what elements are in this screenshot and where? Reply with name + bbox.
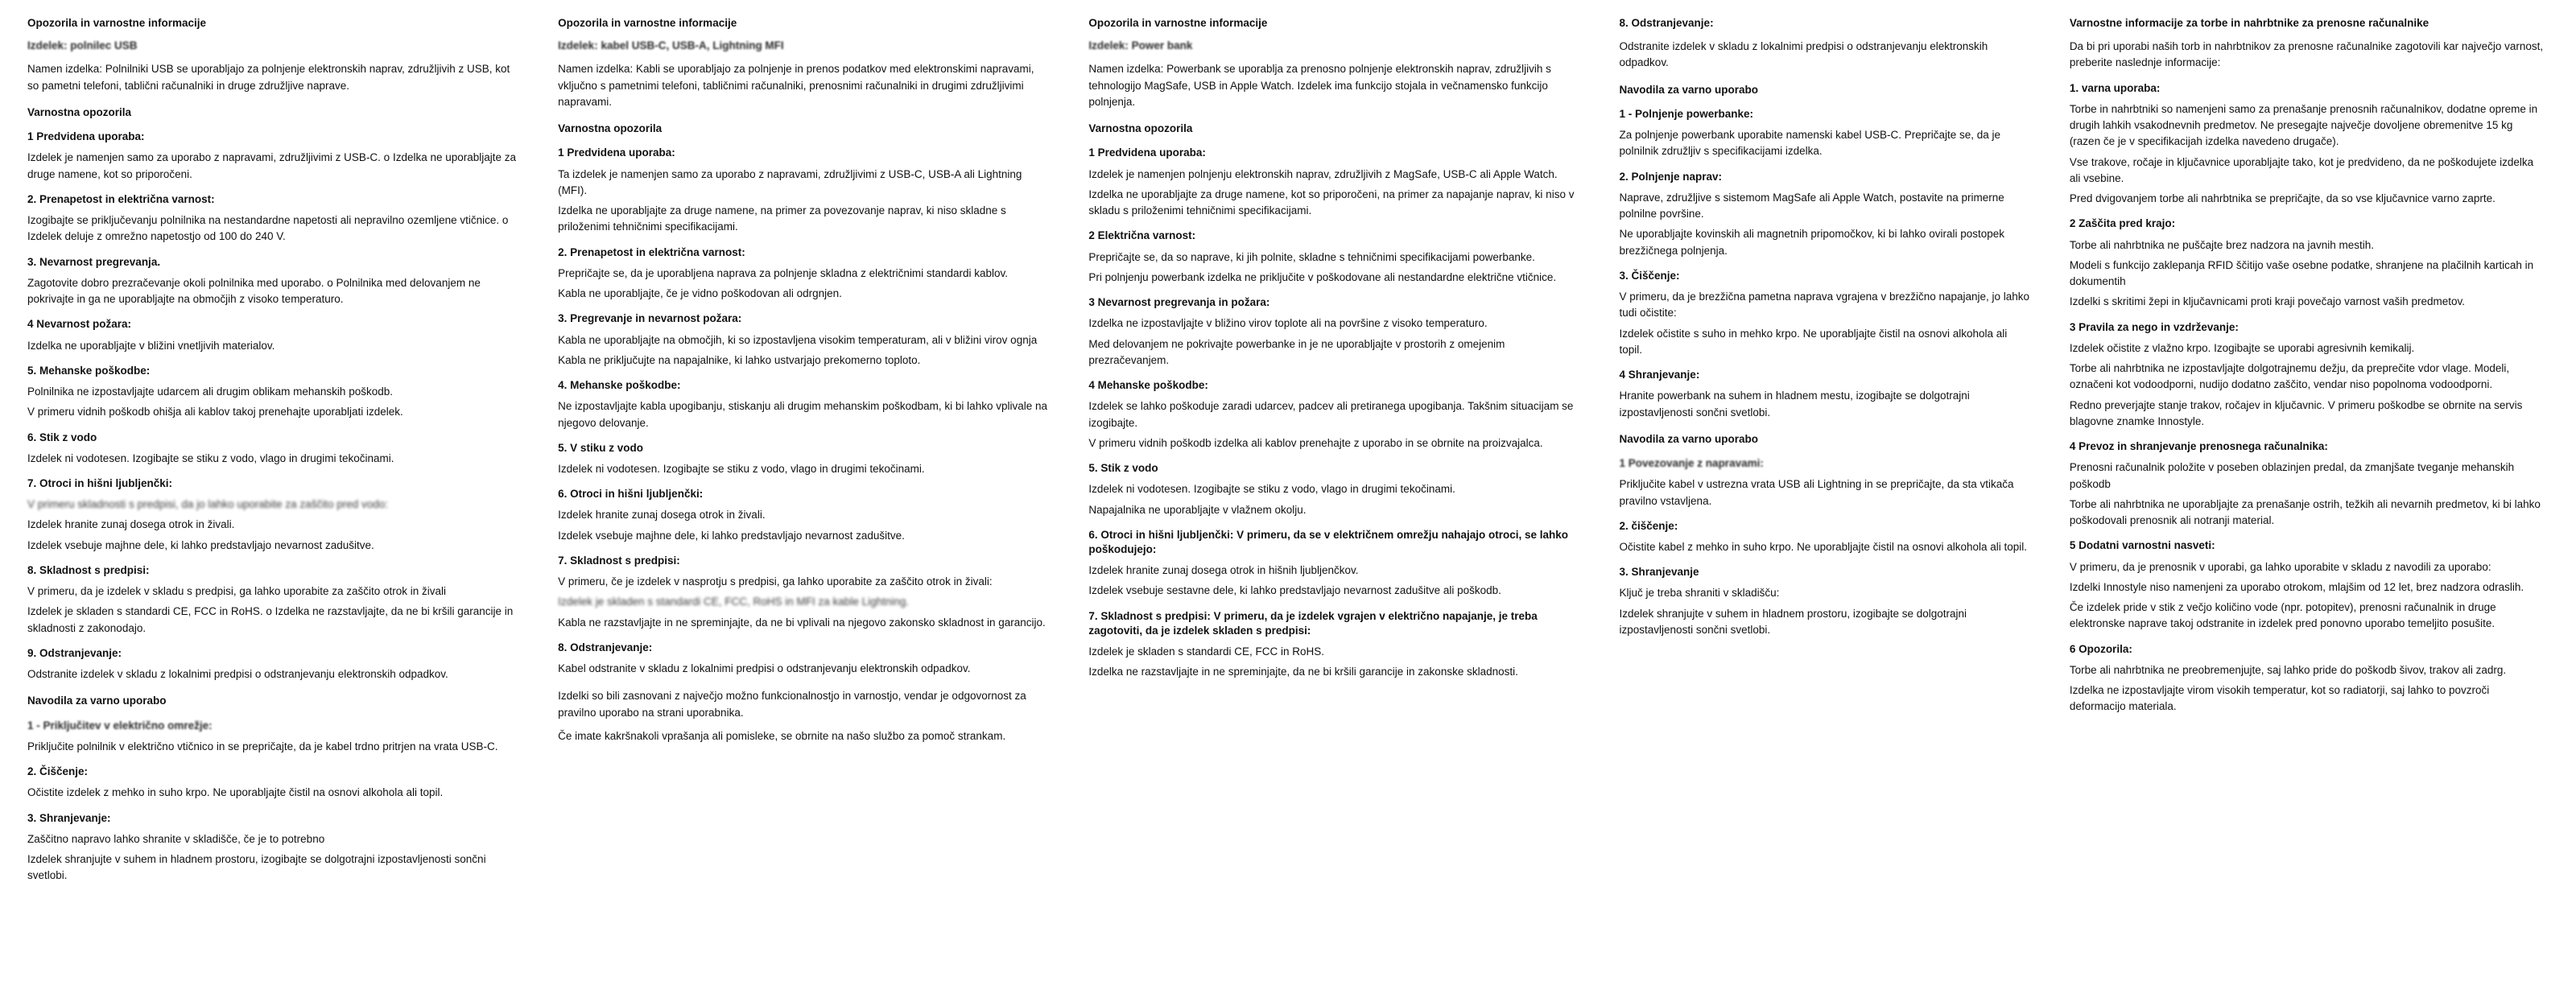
item-paragraph: Kabla ne priključujte na napajalnike, ki lahko ustvarjajo prekomerno toploto. [558,353,921,366]
item-paragraph: Torbe ali nahrbtnika ne izpostavljajte dolgotrajnemu dežju, da preprečite vdor vlage. Modeli, označeni kot vodoodporni, nudijo dodatno zaščito, vendar niso popolnoma vodoodporni. [2069,362,2510,391]
column-2-section-warnings-heading: Varnostna opozorila [558,122,663,135]
column-2 [540,16,1071,1006]
item-paragraph: Izdelka ne razstavljajte in ne spreminjajte, da ne bi kršili garancije in zakonske skladnosti. [1088,666,1518,678]
item-heading: 1. varna uporaba: [2069,81,2161,94]
item-heading: 3. Shranjevanje [1619,566,1699,579]
item-heading: 5 Dodatni varnostni nasveti: [2069,539,2215,552]
item-paragraph: Polnilnika ne izpostavljajte udarcem ali drugim oblikam mehanskih poškodb. [27,385,393,398]
item-heading: 4 Prevoz in shranjevanje prenosnega računalnika: [2069,440,2328,453]
item-paragraph: Očistite kabel z mehko in suho krpo. Ne uporabljajte čistil na osnovi alkohola ali topil. [1619,540,2028,553]
column-3-section-warnings-heading: Varnostna opozorila [1088,122,1193,135]
item-paragraph: Izdelek ni vodotesen. Izogibajte se stiku z vodo, vlago in drugimi tekočinami. [558,463,925,475]
item-paragraph: Zagotovite dobro prezračevanje okoli polnilnika med uporabo. o Polnilnika med delovanjem ne pokrivajte in ga ne uporabljajte na območjih z visoko temperaturo. [27,276,481,306]
item-paragraph: Izdelek vsebuje sestavne dele, ki lahko predstavljajo nevarnost zadušitve ali poškodb. [1088,584,1501,597]
item-heading: 5. Stik z vodo [1088,462,1158,475]
item-paragraph: Izdelek vsebuje majhne dele, ki lahko predstavljajo nevarnost zadušitve. [558,529,905,542]
item-paragraph: Izdelek hranite zunaj dosega otrok in hišnih ljubljenčkov. [1088,564,1359,577]
item-paragraph: Ne uporabljajte kovinskih ali magnetnih pripomočkov, ki bi lahko ovirali postopek brezžičnega polnjenja. [1619,228,2005,257]
item-paragraph: Torbe ali nahrbtnika ne uporabljajte za prenašanje ostrih, težkih ali nevarnih predmetov, ki bi lahko poškodovali prenosnik ali notranji material. [2069,497,2541,527]
item-paragraph: V primeru vidnih poškodb izdelka ali kablov prenehajte z uporabo in se obrnite na proizvajalca. [1088,436,1543,449]
item-paragraph: Izdelki Innostyle niso namenjeni za uporabo otrokom, mlajšim od 12 let, brez nadzora odraslih. [2069,580,2524,593]
item-paragraph: Izdelek očistite z vlažno krpo. Izogibajte se uporabi agresivnih kemikalij. [2069,341,2415,354]
column-5-title: Varnostne informacije za torbe in nahrbtnike za prenosne računalnike [2069,17,2429,29]
item-paragraph: Izdelek je skladen s standardi CE, FCC, RoHS in MFI za kable Lightning. [558,596,910,608]
item-heading: 5. Mehanske poškodbe: [27,364,151,377]
item-paragraph: Izdelek shranjujte v suhem in hladnem prostoru, izogibajte se dolgotrajni izpostavljenosti sončni svetlobi. [1619,607,1967,636]
item-paragraph: Izdelek hranite zunaj dosega otrok in živali. [558,509,766,522]
column-2-product-heading: Izdelek: kabel USB-C, USB-A, Lightning MFI [558,39,784,52]
column-4-section-usage-heading-2: Navodila za varno uporabo [1619,432,1759,445]
item-heading: 2. Prenapetost in električna varnost: [27,192,215,205]
item-heading: 3. Pregrevanje in nevarnost požara: [558,312,742,325]
item-paragraph: Modeli s funkcijo zaklepanja RFID ščitijo vaše osebne podatke, shranjene na plačilnih karticah in dokumentih [2069,258,2534,288]
column-1 [10,16,540,1006]
item-heading: 3 Pravila za nego in vzdrževanje: [2069,320,2239,333]
item-heading: 3. Nevarnost pregrevanja. [27,255,161,268]
item-paragraph: Kabel odstranite v skladu z lokalnimi predpisi o odstranjevanju elektronskih odpadkov. [558,662,971,675]
item-heading: 3. Shranjevanje: [27,811,111,824]
item-paragraph: Izdelka ne uporabljajte za druge namene, na primer za povezovanje naprav, ki niso skladne s priloženimi tehničnimi specifikacijami. [558,204,1006,233]
item-paragraph: V primeru, da je brezžična pametna naprava vgrajena v brezžično napajanje, jo lahko tudi očistite: [1619,291,2030,320]
item-paragraph: Priključite polnilnik v električno vtičnico in se prepričajte, da je kabel trdno pritrjen na vrata USB-C. [27,740,498,752]
item-paragraph: Napajalnika ne uporabljajte v vlažnem okolju. [1088,503,1307,516]
item-paragraph: Izdelek ni vodotesen. Izogibajte se stiku z vodo, vlago in drugimi tekočinami. [27,451,394,464]
item-heading: 6. Otroci in hišni ljubljenčki: [558,488,704,501]
item-paragraph: Redno preverjajte stanje trakov, ročajev in ključavnic. V primeru poškodbe se obrnite na servis blagovne znamke Innostyle. [2069,398,2523,427]
column-2-intro-text: Namen izdelka: Kabli se uporabljajo za polnjenje in prenos podatkov med elektronskimi napravami, vključno s pametnimi telefoni, tabličnimi računalniki, prenosnimi računalniki in drugimi združljivimi napravami. [558,63,1034,108]
item-heading: 2. čiščenje: [1619,519,1678,532]
column-4 [1602,16,2052,1006]
item-paragraph: Izogibajte se priključevanju polnilnika na nestandardne napetosti ali nepravilno ozemljene vtičnice. o Izdelek deluje z omrežno napetostjo od 100 do 240 V. [27,214,509,243]
item-heading: 8. Odstranjevanje: [1619,17,1714,29]
item-paragraph: Izdelka ne uporabljajte v bližini vnetljivih materialov. [27,339,275,352]
item-paragraph: V primeru, da je izdelek v skladu s predpisi, ga lahko uporabite za zaščito otrok in živali [27,585,447,598]
item-paragraph: Izdelki s skritimi žepi in ključavnicami proti kraji povečajo varnost vaših predmetov. [2069,295,2465,308]
item-heading: 2 Zaščita pred krajo: [2069,217,2176,230]
item-paragraph: Kabla ne uporabljajte, če je vidno poškodovan ali odrgnjen. [558,287,842,300]
item-heading: 3 Nevarnost pregrevanja in požara: [1088,296,1270,309]
item-paragraph: Ključ je treba shraniti v skladišču: [1619,587,1780,600]
item-paragraph: Izdelek ni vodotesen. Izogibajte se stiku z vodo, vlago in drugimi tekočinami. [1088,483,1455,496]
column-1-section-warnings-heading: Varnostna opozorila [27,105,132,118]
item-heading: 1 - Polnjenje powerbanke: [1619,107,1754,120]
item-paragraph: V primeru, da je prenosnik v uporabi, ga lahko uporabite v skladu z navodili za uporabo: [2069,560,2491,573]
item-paragraph: V primeru vidnih poškodb ohišja ali kablov takoj prenehajte uporabljati izdelek. [27,406,403,418]
item-heading: 6. Otroci in hišni ljubljenčki: V primeru, da se v električnem omrežju nahajajo otroci, se lahko poškodujejo: [1088,528,1569,555]
item-heading: 4 Mehanske poškodbe: [1088,379,1208,392]
item-paragraph: Zaščitno napravo lahko shranite v skladišče, če je to potrebno [27,832,325,845]
item-paragraph: V primeru skladnosti s predpisi, da jo lahko uporabite za zaščito pred vodo: [27,498,388,511]
item-paragraph: Če izdelek pride v stik z večjo količino vode (npr. potopitev), prenosni računalnik in druge elektronske naprave takoj odstranite in izdelek pred ponovno uporabo temeljito posušite. [2069,601,2496,630]
item-paragraph: Izdelek hranite zunaj dosega otrok in živali. [27,518,235,531]
item-paragraph: Izdelek je namenjen polnjenju elektronskih naprav, združljivih z MagSafe, USB-C ali Apple Watch. [1088,167,1558,180]
item-heading: 7. Skladnost s predpisi: V primeru, da je izdelek vgrajen v električno napajanje, je treba zagotoviti, da je izdelek skladen s predpisi: [1088,609,1538,637]
item-paragraph: Izdelek se lahko poškoduje zaradi udarcev, padcev ali pretiranega upogibanja. Takšnim situacijam se izogibajte. [1088,400,1574,429]
item-paragraph: Torbe ali nahrbtnika ne puščajte brez nadzora na javnih mestih. [2069,238,2375,251]
column-3-product-heading: Izdelek: Power bank [1088,39,1193,52]
item-paragraph: Naprave, združljive s sistemom MagSafe ali Apple Watch, postavite na primerne polnilne površine. [1619,191,2004,221]
item-paragraph: Izdelek vsebuje majhne dele, ki lahko predstavljajo nevarnost zadušitve. [27,538,374,551]
item-paragraph: Izdelek je skladen s standardi CE, FCC in RoHS. o Izdelka ne razstavljajte, da ne bi kršili garancije in skladnosti z zakonodajo. [27,605,514,634]
item-paragraph: Za polnjenje powerbank uporabite namenski kabel USB-C. Prepričajte se, da je polnilnik združljiv s specifikacijami izdelka. [1619,129,2001,158]
item-paragraph: Izdelka ne izpostavljajte virom visokih temperatur, kot so radiatorji, saj lahko to povzroči deformacijo materiala. [2069,684,2490,713]
item-paragraph: V primeru, če je izdelek v nasprotju s predpisi, ga lahko uporabite za zaščito otrok in živali: [558,575,993,588]
item-heading: 1 - Priključitev v električno omrežje: [27,719,213,732]
item-paragraph: Vse trakove, ročaje in ključavnice uporabljajte tako, kot je predvideno, da ne poškodujete izdelka ali vsebine. [2069,155,2534,184]
column-5 [2052,16,2566,1006]
column-4-section-usage-heading-1: Navodila za varno uporabo [1619,83,1759,96]
item-paragraph: Očistite izdelek z mehko in suho krpo. Ne uporabljajte čistil na osnovi alkohola ali topil. [27,786,444,799]
item-heading: 6 Opozorila: [2069,642,2132,655]
item-heading: 7. Otroci in hišni ljubljenčki: [27,476,173,489]
column-2-footer-paragraph: Izdelki so bili zasnovani z največjo možno funkcionalnostjo in varnostjo, vendar je odgovornost za pravilno uporabo na strani uporabnika. [558,690,1026,719]
item-heading: 7. Skladnost s predpisi: [558,554,680,567]
item-paragraph: Izdelek očistite s suho in mehko krpo. Ne uporabljajte čistil na osnovi alkohola ali topil. [1619,327,2008,356]
item-heading: 2. Čiščenje: [27,765,89,778]
item-heading: 1 Povezovanje z napravami: [1619,457,1764,470]
item-paragraph: Torbe in nahrbtniki so namenjeni samo za prenašanje prenosnih računalnikov, dodatne opreme in drugih lahkih vsakodnevnih predmetov. Ne presegajte največje dovoljene obremenitve 15 kg (razen če je v specifikacijah izdelka navedeno drugače). [2069,102,2538,148]
item-paragraph: Izdelek je namenjen samo za uporabo z napravami, združljivimi z USB-C. o Izdelka ne uporabljajte za druge namene, kot so priporočeni. [27,151,517,180]
item-heading: 2. Polnjenje naprav: [1619,170,1723,183]
item-heading: 1 Predvidena uporaba: [27,130,145,143]
item-heading: 8. Odstranjevanje: [558,641,653,653]
item-heading: 4 Nevarnost požara: [27,318,132,331]
item-paragraph: Prepričajte se, da je uporabljena naprava za polnjenje skladna z električnimi standardi kablov. [558,266,1008,279]
item-paragraph: Med delovanjem ne pokrivajte powerbanke in je ne uporabljajte v prostorih z omejenim prezračevanjem. [1088,337,1505,366]
item-paragraph: Kabla ne razstavljajte in ne spreminjajte, da ne bi vplivali na njegovo zakonsko skladnost in garancijo. [558,616,1046,629]
item-heading: 1 Predvidena uporaba: [1088,146,1206,159]
column-3-title: Opozorila in varnostne informacije [1088,17,1268,29]
item-heading: 4. Mehanske poškodbe: [558,379,681,392]
item-heading: 9. Odstranjevanje: [27,646,122,659]
item-heading: 4 Shranjevanje: [1619,369,1700,381]
item-paragraph: Pred dvigovanjem torbe ali nahrbtnika se prepričajte, da so vse ključavnice varno zaprte. [2069,192,2496,205]
column-3 [1071,16,1601,1006]
column-5-intro-text: Da bi pri uporabi naših torb in nahrbtnikov za prenosne računalnike zagotovili kar največjo varnost, preberite naslednje informacije: [2069,40,2544,69]
item-heading: 1 Predvidena uporaba: [558,146,675,159]
column-2-footer-paragraph: Če imate kakršnakoli vprašanja ali pomisleke, se obrnite na našo službo za pomoč strankam. [558,729,1006,742]
column-2-title: Opozorila in varnostne informacije [558,17,737,29]
item-heading: 6. Stik z vodo [27,431,97,443]
item-heading: 5. V stiku z vodo [558,441,643,454]
item-paragraph: Priključite kabel v ustrezna vrata USB ali Lightning in se prepričajte, da sta vtikača pravilno vstavljena. [1619,478,2014,507]
item-paragraph: Hranite powerbank na suhem in hladnem mestu, izogibajte se dolgotrajni izpostavljenosti sončni svetlobi. [1619,390,1970,418]
item-paragraph: Izdelka ne uporabljajte za druge namene, kot so priporočeni, na primer za napajanje naprav, ki niso v skladu s priloženimi tehničnimi specifikacijami. [1088,188,1575,217]
item-paragraph: Izdelek je skladen s standardi CE, FCC in RoHS. [1088,645,1324,658]
column-3-intro-text: Namen izdelka: Powerbank se uporablja za prenosno polnjenje elektronskih naprav, združljivih s tehnologijo MagSafe, USB in Apple Watch. Izdelek ima funkcijo stojala in večnamensko funkcijo polnjenja. [1088,63,1551,108]
item-paragraph: Prepričajte se, da so naprave, ki jih polnite, skladne s tehničnimi specifikacijami powerbanke. [1088,250,1535,263]
item-paragraph: Ta izdelek je namenjen samo za uporabo z napravami, združljivimi z USB-C, USB-A ali Lightning (MFI). [558,167,1022,196]
column-1-section-usage-heading: Navodila za varno uporabo [27,695,167,707]
item-paragraph: Pri polnjenju powerbank izdelka ne priključite v poškodovane ali nestandardne električne vtičnice. [1088,270,1557,283]
item-heading: 2 Električna varnost: [1088,229,1196,242]
item-paragraph: Ne izpostavljajte kabla upogibanju, stiskanju ali drugim mehanskim poškodbam, ki bi lahko vplivale na njegovo delovanje. [558,400,1047,429]
item-paragraph: Kabla ne uporabljajte na območjih, ki so izpostavljena visokim temperaturam, ali v bližini virov ognja [558,333,1038,346]
item-paragraph: Odstranite izdelek v skladu z lokalnimi predpisi o odstranjevanju elektronskih odpadkov. [1619,40,1988,69]
column-1-product-heading: Izdelek: polnilec USB [27,39,138,52]
item-heading: 2. Prenapetost in električna varnost: [558,245,745,258]
item-paragraph: Prenosni računalnik položite v poseben oblazinjen predal, da zmanjšate tveganje mehanskih poškodb [2069,461,2515,490]
item-paragraph: Odstranite izdelek v skladu z lokalnimi predpisi o odstranjevanju elektronskih odpadkov. [27,668,448,681]
column-1-title: Opozorila in varnostne informacije [27,17,207,29]
item-heading: 3. Čiščenje: [1619,269,1680,282]
column-1-intro-text: Namen izdelka: Polnilniki USB se uporabljajo za polnjenje elektronskih naprav, združljivih z USB, kot so pametni telefoni, tablični računalniki in druge združljive naprave. [27,63,510,92]
item-heading: 8. Skladnost s predpisi: [27,563,150,576]
item-paragraph: Torbe ali nahrbtnika ne preobremenjujte, saj lahko pride do poškodb šivov, trakov ali zadrg. [2069,663,2507,676]
item-paragraph: Izdelka ne izpostavljajte v bližino virov toplote ali na površine z visoko temperaturo. [1088,317,1488,330]
item-paragraph: Izdelek shranjujte v suhem in hladnem prostoru, izogibajte se dolgotrajni izpostavljenosti sončni svetlobi. [27,853,486,882]
